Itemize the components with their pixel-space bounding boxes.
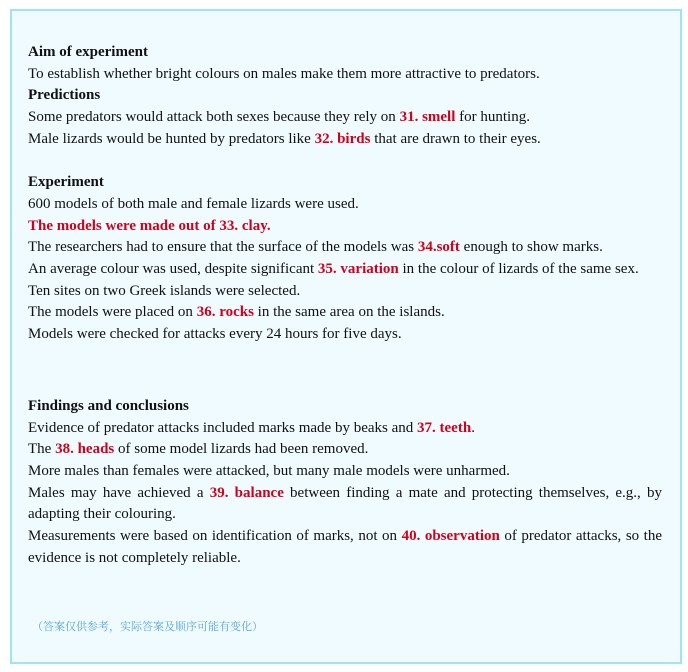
answer-card: [10, 9, 682, 664]
text-segment: The: [28, 441, 56, 458]
findings-line-37: [28, 418, 662, 440]
answer-31: 31. smell: [399, 109, 456, 126]
notes-content: [28, 42, 662, 569]
text-segment: between finding a mate and protecting themselves, e.g., by adapting their colouring.: [28, 484, 663, 523]
experiment-line-36: [28, 302, 662, 324]
spacer: [28, 346, 662, 396]
text-segment: Males may have achieved a: [28, 484, 210, 501]
spacer: [28, 151, 662, 173]
findings-heading: Findings and conclusions: [28, 397, 189, 414]
text-segment: Measurements were based on identification of marks, not on: [28, 528, 402, 545]
answer-32: 32. birds: [314, 130, 371, 147]
text-segment: Evidence of predator attacks included marks made by beaks and: [28, 419, 418, 436]
text-segment: The models were placed on: [28, 304, 197, 321]
experiment-line-33: The models were made out of 33. clay.: [28, 217, 271, 234]
answer-34: 34.soft: [417, 239, 460, 256]
experiment-line-7: Models were checked for attacks every 24 hours for five days.: [28, 326, 402, 343]
findings-line-38: [28, 439, 662, 461]
answer-35: 35. variation: [317, 261, 399, 278]
text-segment: Male lizards would be hunted by predators like: [28, 130, 315, 147]
text-segment: in the colour of lizards of the same sex.: [398, 261, 639, 278]
aim-heading: Aim of experiment: [28, 44, 148, 60]
findings-line-39: [28, 483, 662, 526]
prediction-line-31: [28, 107, 662, 129]
answer-37: 37. teeth: [417, 419, 472, 436]
answer-39: 39. balance: [209, 484, 284, 501]
text-segment: Some predators would attack both sexes because they rely on: [28, 109, 400, 126]
text-segment: in the same area on the islands.: [253, 304, 445, 321]
findings-line-40: [28, 526, 662, 569]
text-segment: An average colour was used, despite significant: [28, 261, 318, 278]
text-segment: that are drawn to their eyes.: [370, 130, 541, 147]
experiment-line-1: 600 models of both male and female lizards were used.: [28, 195, 359, 212]
aim-text: To establish whether bright colours on males make them more attractive to predators.: [28, 65, 540, 82]
predictions-heading: Predictions: [28, 87, 101, 104]
answer-note: （答案仅供参考，实际答案及顺序可能有变化）: [32, 620, 263, 633]
text-segment: .: [471, 419, 475, 436]
text-segment: of some model lizards had been removed.: [114, 441, 369, 458]
answer-40: 40. observation: [401, 528, 500, 545]
answer-36: 36. rocks: [196, 304, 254, 321]
answer-38: 38. heads: [55, 441, 115, 458]
text-segment: enough to show marks.: [459, 239, 603, 256]
text-segment: of predator attacks, so the evidence is not completely reliable.: [28, 528, 663, 566]
experiment-heading: Experiment: [28, 174, 104, 191]
experiment-line-34: [28, 237, 662, 259]
text-segment: The researchers had to ensure that the surface of the models was: [28, 239, 418, 256]
findings-line-3: More males than females were attacked, but many male models were unharmed.: [28, 462, 510, 479]
prediction-line-32: [28, 129, 662, 151]
experiment-line-35: [28, 259, 662, 281]
experiment-line-5: Ten sites on two Greek islands were selected.: [28, 282, 301, 299]
text-segment: for hunting.: [455, 109, 530, 126]
